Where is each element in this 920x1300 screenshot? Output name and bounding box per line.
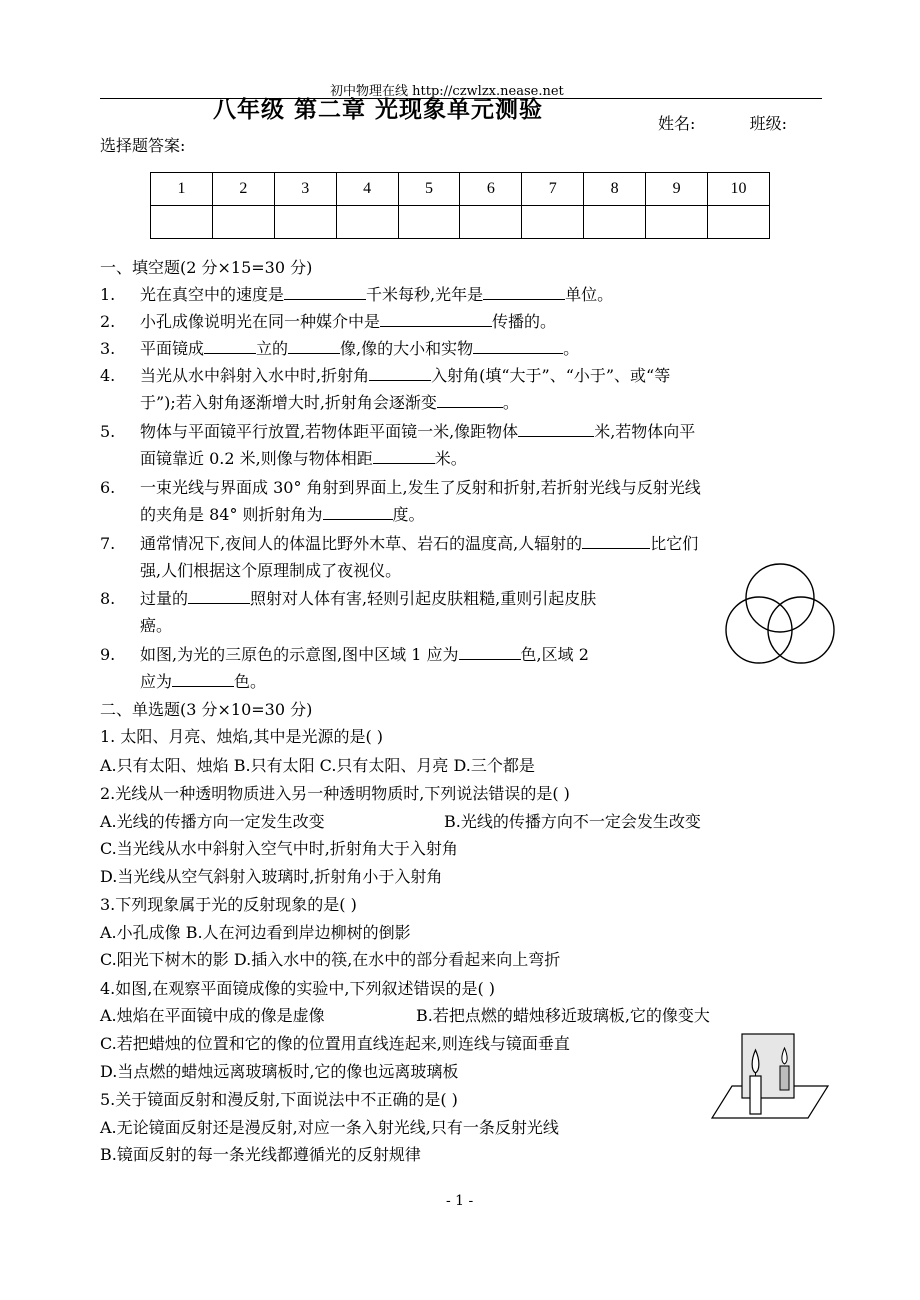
answer-number-row: [151, 173, 770, 206]
answer-blank[interactable]: [188, 585, 250, 604]
answer-number: 2: [212, 173, 274, 206]
class-label: 班级:: [749, 114, 787, 133]
option-a: A.烛焰在平面镜中成的像是虚像: [100, 1006, 325, 1025]
answer-number: 9: [646, 173, 708, 206]
option-a: A.光线的传播方向一定发生改变: [100, 812, 325, 831]
answer-label: 选择题答案:: [100, 136, 186, 155]
answer-blank-row: [151, 206, 770, 239]
question-line: 6. 一束光线与界面成 30° 角射到界面上,发生了反射和折射,若折射光线与反射光线: [100, 478, 701, 497]
question-line: 面镜靠近 0.2 米,则像与物体相距 米。: [140, 445, 467, 472]
question-line: 癌。: [140, 616, 173, 635]
left-circle: [726, 597, 792, 663]
question-line: 1. 太阳、月亮、烛焰,其中是光源的是( ): [100, 727, 384, 746]
name-class-fields: [658, 111, 787, 134]
answer-cell[interactable]: [212, 206, 274, 239]
answer-blank[interactable]: [323, 501, 393, 520]
answer-blank[interactable]: [518, 418, 594, 437]
question-line: 9. 如图,为光的三原色的示意图,图中区域 1 应为 色,区域 2: [100, 641, 589, 668]
question-line: 2. 小孔成像说明光在同一种媒介中是 传播的。: [100, 308, 556, 335]
question-line: 于”);若入射角逐渐增大时,折射角会逐渐变 。: [140, 389, 519, 416]
question-line: 3. 平面镜成 立的 像,像的大小和实物 。: [100, 335, 579, 362]
answer-blank[interactable]: [582, 530, 650, 549]
answer-cell[interactable]: [522, 206, 584, 239]
real-candle: [750, 1076, 761, 1114]
question-line: 1. 光在真空中的速度是 千米每秒,光年是 单位。: [100, 281, 613, 308]
mirror-experiment-diagram: [708, 1030, 830, 1122]
answer-blank[interactable]: [369, 362, 431, 381]
option-b: B.光线的传播方向不一定会发生改变: [444, 812, 701, 831]
option-c: C.若把蜡烛的位置和它的像的位置用直线连起来,则连线与镜面垂直: [100, 1034, 570, 1053]
answer-cell[interactable]: [460, 206, 522, 239]
question-line: 强,人们根据这个原理制成了夜视仪。: [140, 561, 402, 580]
answer-blank[interactable]: [373, 445, 435, 464]
answer-blank[interactable]: [437, 389, 503, 408]
top-circle: [746, 564, 814, 632]
answer-blank[interactable]: [380, 308, 492, 327]
options-line: A.小孔成像 B.人在河边看到岸边柳树的倒影: [100, 923, 411, 942]
question-line: 5.关于镜面反射和漫反射,下面说法中不正确的是( ): [100, 1090, 458, 1109]
right-circle: [768, 597, 834, 663]
site-header: 初中物理在线 http://czwlzx.nease.net: [330, 84, 564, 99]
answer-number: 8: [584, 173, 646, 206]
option-a: A.无论镜面反射还是漫反射,对应一条入射光线,只有一条反射光线: [100, 1118, 559, 1137]
answer-cell[interactable]: [584, 206, 646, 239]
question-line: 4.如图,在观察平面镜成像的实验中,下列叙述错误的是( ): [100, 979, 496, 998]
answer-number: 10: [708, 173, 770, 206]
option-d: D.当点燃的蜡烛远离玻璃板时,它的像也远离玻璃板: [100, 1062, 459, 1081]
question-line: 7. 通常情况下,夜间人的体温比野外木草、岩石的温度高,人辐射的 比它们: [100, 530, 698, 557]
answer-cell[interactable]: [646, 206, 708, 239]
answer-blank[interactable]: [459, 641, 521, 660]
choice-heading: 二、单选题(3 分×10=30 分): [100, 700, 313, 719]
answer-number: 5: [398, 173, 460, 206]
question-line: 4. 当光从水中斜射入水中时,折射角 入射角(填“大于”、“小于”、或“等: [100, 362, 670, 389]
name-label: 姓名:: [658, 114, 696, 133]
option-d: D.当光线从空气斜射入玻璃时,折射角小于入射角: [100, 867, 443, 886]
question-line: 3.下列现象属于光的反射现象的是( ): [100, 895, 357, 914]
answer-blank[interactable]: [204, 335, 256, 354]
question-line: 的夹角是 84° 则折射角为 度。: [140, 501, 425, 528]
answer-blank[interactable]: [172, 668, 234, 687]
three-circles-diagram: [722, 562, 838, 668]
answer-cell[interactable]: [398, 206, 460, 239]
answer-blank[interactable]: [288, 335, 340, 354]
question-line: 2.光线从一种透明物质进入另一种透明物质时,下列说法错误的是( ): [100, 784, 570, 803]
question-line: 应为 色。: [140, 668, 266, 695]
answer-cell[interactable]: [708, 206, 770, 239]
answer-blank[interactable]: [483, 281, 565, 300]
answer-table: [150, 172, 770, 239]
question-line: 8. 过量的 照射对人体有害,轻则引起皮肤粗糙,重则引起皮肤: [100, 585, 596, 612]
page-title: 八年级 第二章 光现象单元测验: [213, 96, 544, 123]
answer-cell[interactable]: [274, 206, 336, 239]
answer-blank[interactable]: [473, 335, 563, 354]
option-b: B.若把点燃的蜡烛移近玻璃板,它的像变大: [416, 1006, 710, 1025]
answer-number: 7: [522, 173, 584, 206]
answer-number: 4: [336, 173, 398, 206]
options-line: C.阳光下树木的影 D.插入水中的筷,在水中的部分看起来向上弯折: [100, 950, 561, 969]
image-candle: [780, 1066, 789, 1090]
answer-cell[interactable]: [151, 206, 213, 239]
fill-heading: 一、填空题(2 分×15=30 分): [100, 258, 313, 277]
options-line: A.只有太阳、烛焰 B.只有太阳 C.只有太阳、月亮 D.三个都是: [100, 756, 535, 775]
page-number: - 1 -: [446, 1193, 474, 1209]
answer-blank[interactable]: [284, 281, 366, 300]
answer-cell[interactable]: [336, 206, 398, 239]
answer-number: 3: [274, 173, 336, 206]
answer-number: 1: [151, 173, 213, 206]
answer-number: 6: [460, 173, 522, 206]
option-c: C.当光线从水中斜射入空气中时,折射角大于入射角: [100, 839, 458, 858]
option-b: B.镜面反射的每一条光线都遵循光的反射规律: [100, 1145, 421, 1164]
question-line: 5. 物体与平面镜平行放置,若物体距平面镜一米,像距物体 米,若物体向平: [100, 418, 695, 445]
